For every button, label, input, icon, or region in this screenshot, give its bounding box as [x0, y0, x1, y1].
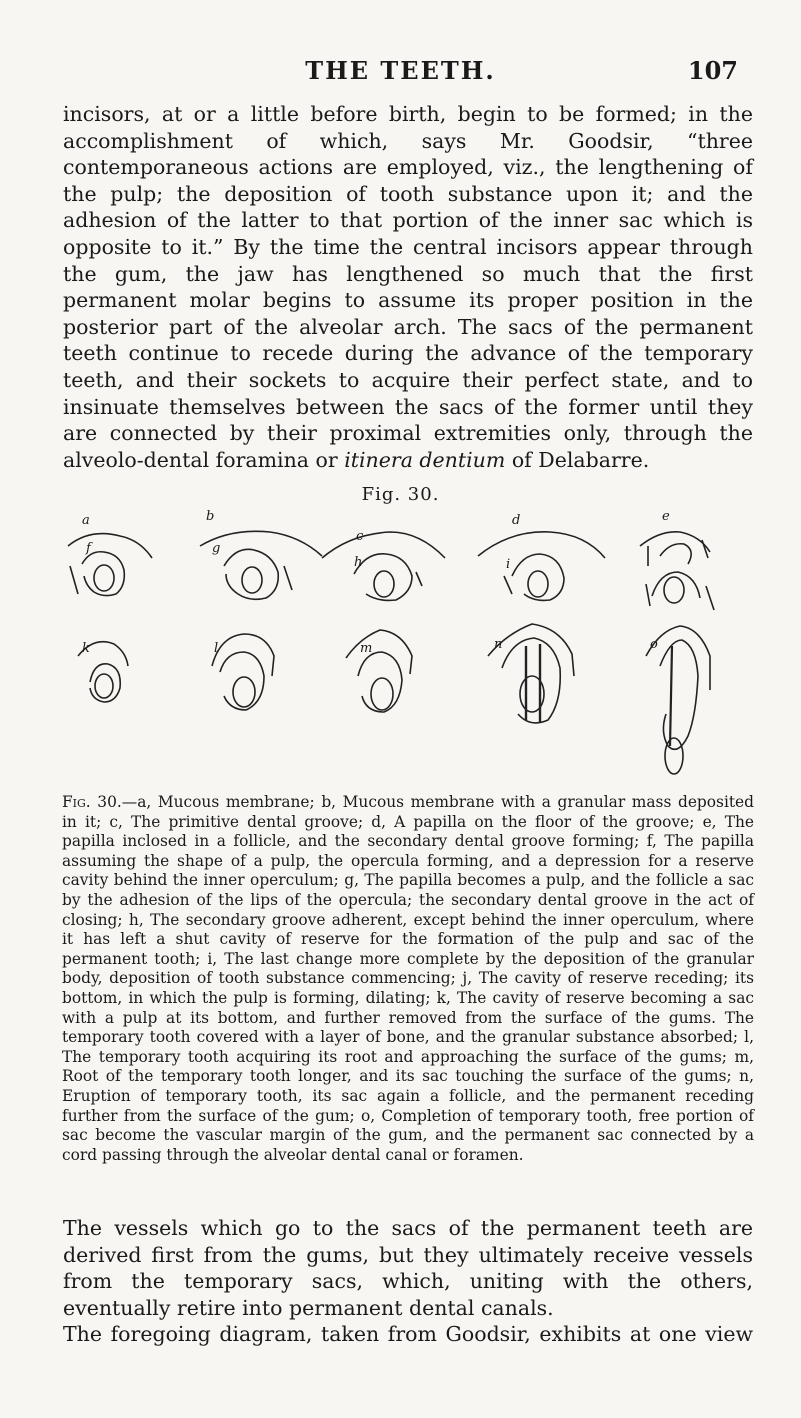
paragraph-1-tail: of Delabarre.	[505, 447, 650, 472]
label-f: f	[86, 541, 91, 556]
stage-d-drawing	[478, 532, 605, 601]
caption-lead: Fig. 30.	[62, 793, 122, 811]
label-i: i	[506, 557, 511, 572]
label-k: k	[82, 641, 90, 656]
label-h: h	[354, 555, 363, 570]
paragraph-1	[63, 101, 753, 473]
caption-text: —a, Mucous membrane; b, Mucous membrane with a granular mass deposited in it; c, The primitive dental groove; d, A papilla on the floor of the groove; e, The papilla inclosed in a follicle, and the secondary dental groove forming; f, The papilla assuming the shape of a pulp, the opercula forming, and a depression for a reserve cavity behind the inner operculum; g, The papilla becomes a pulp, and the follicle a sac by the adhesion of the lips of the opercula; the secondary dental groove in the act of closing; h, The secondary groove adherent, except behind the inner operculum, where it has left a shut cavity of reserve for the formation of the pulp and sac of the permanent tooth; i, The last change more complete by the deposition of the granular body, deposition of tooth substance commencing; j, The cavity of reserve receding; its bottom, in which the pulp is forming, dilating; k, The cavity of reserve becoming a sac with a pulp at its bottom, and further removed from the surface of the gums. The temporary tooth covered with a layer of bone, and the granular substance absorbed; l, The temporary tooth acquiring its root and approaching the surface of the gums; m, Root of the temporary tooth longer, and its sac touching the surface of the gums; n, Eruption of temporary tooth, its sac again a follicle, and the permanent receding further from the surface of the gum; o, Completion of temporary tooth, free portion of sac become the vascular margin of the gum, and the permanent sac connected by a cord passing through the alveolar dental canal or foramen.	[62, 793, 755, 1164]
label-m: m	[360, 641, 373, 656]
paragraph-2-next: The foregoing diagram, taken from Goodsir, exhibits at one view	[63, 1322, 753, 1347]
stage-m-drawing	[346, 630, 412, 712]
italic-term: itinera dentium	[344, 447, 506, 472]
figure-label: Fig. 30.	[361, 484, 440, 505]
label-d: d	[512, 513, 521, 528]
paragraph-2-text: The vessels which go to the sacs of the permanent teeth are derived first from the gums, but they ultimately receive vessels from the temporary sacs, which, uniting with the others, eventually retire into permanent dental canals.	[63, 1216, 753, 1320]
label-g: g	[212, 541, 221, 556]
label-e: e	[662, 509, 670, 524]
label-c: c	[356, 529, 364, 544]
label-a: a	[82, 513, 90, 528]
stage-c-drawing	[322, 532, 445, 600]
stage-l-drawing	[212, 634, 274, 710]
page-number: 107	[687, 56, 738, 85]
running-title: THE TEETH.	[305, 56, 496, 85]
label-b: b	[206, 509, 215, 524]
label-o: o	[650, 637, 658, 652]
figure-caption	[62, 793, 754, 1165]
paragraph-1-text: incisors, at or a little before birth, begin to be formed; in the accomplishment of which, says Mr. Goodsir, “three contemporaneous actions are employed, viz., the lengthening of the pulp; the deposition of tooth substance upon it; and the adhesion of the latter to that portion of the inner sac which is opposite to it.” By the time the central incisors appear through the gum, the jaw has lengthened so much that the first permanent molar begins to assume its proper position in the posterior part of the alveolar arch. The sacs of the permanent teeth continue to recede during the advance of the temporary teeth, and their sockets to acquire their perfect state, and to insinuate themselves between the sacs of the former until they are connected by their proximal extremities only, through the alveolo-dental foramina or	[63, 102, 753, 472]
label-l: l	[214, 641, 219, 656]
stage-a-drawing	[68, 534, 152, 596]
tooth-development-diagram	[60, 506, 760, 788]
page-header	[0, 56, 801, 86]
stage-e-drawing	[640, 532, 714, 610]
tooth-diagram-svg	[60, 506, 760, 788]
paragraph-2	[63, 1215, 753, 1348]
label-n: n	[494, 637, 503, 652]
